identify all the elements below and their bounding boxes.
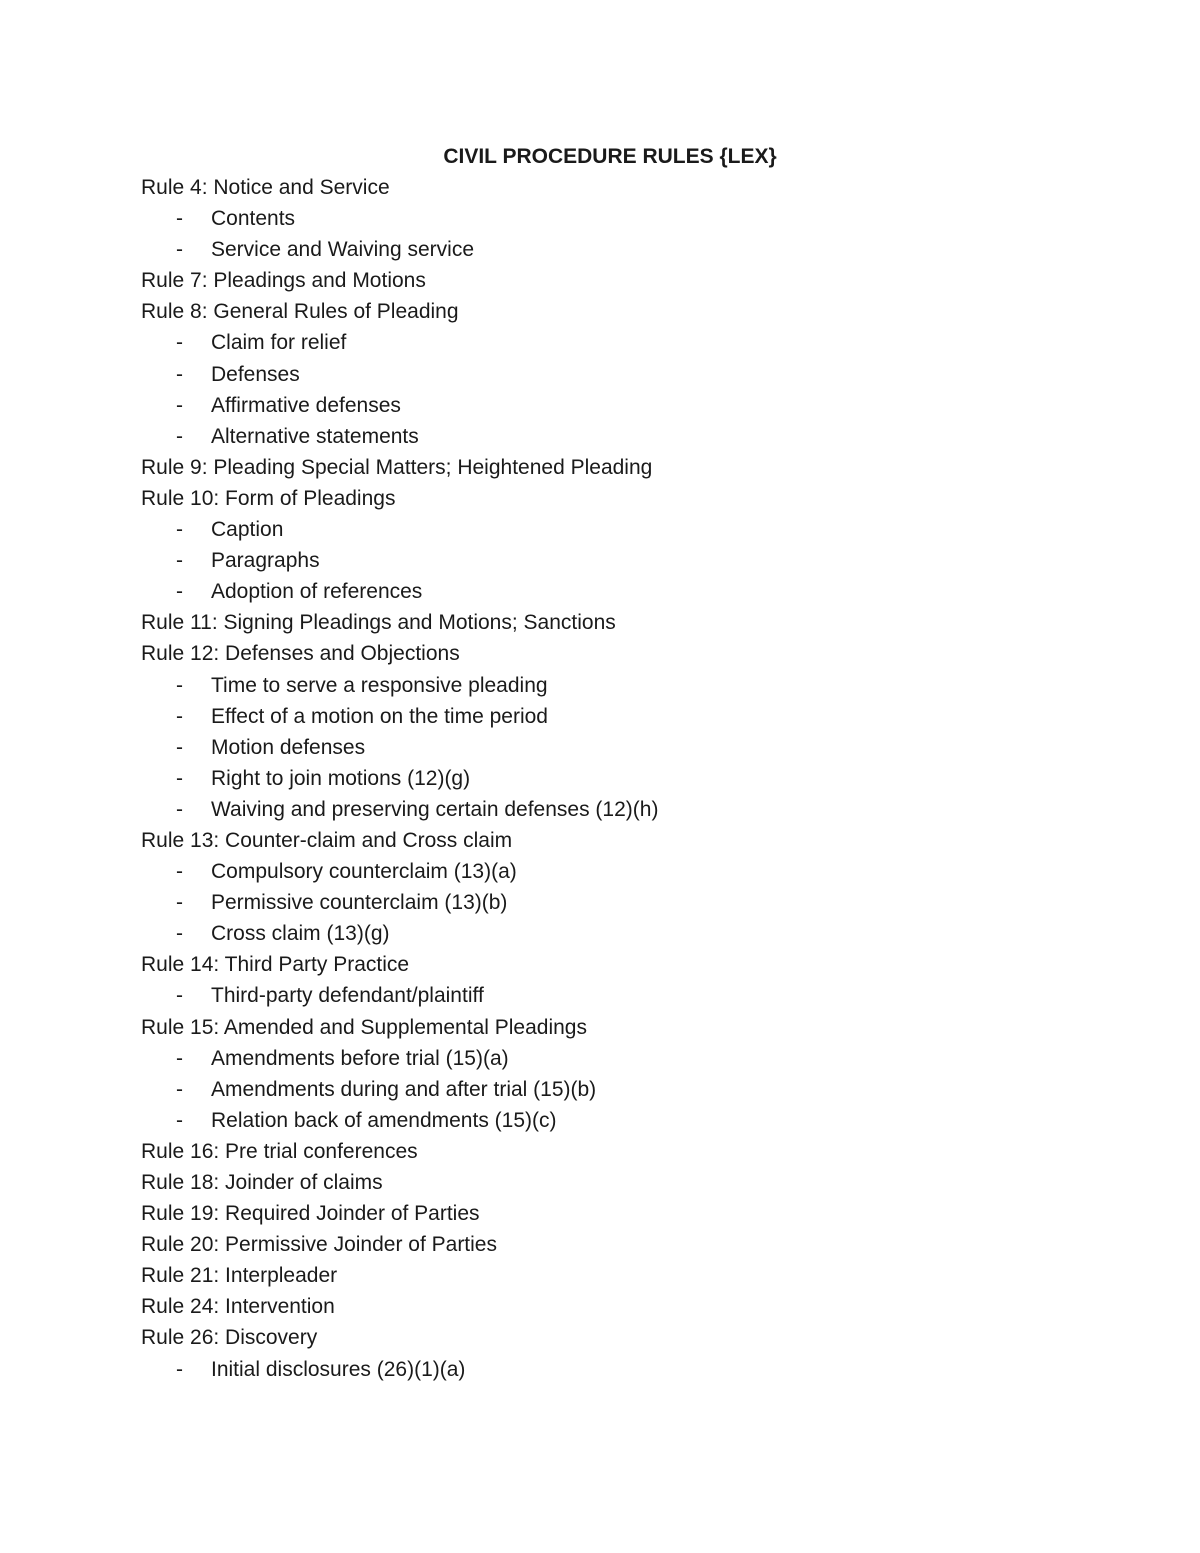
rule-subitem xyxy=(141,421,1141,452)
rule-heading: Rule 16: Pre trial conferences xyxy=(141,1139,418,1163)
rule-subitem xyxy=(141,1043,1141,1074)
dash-bullet-icon: - xyxy=(176,766,183,790)
rule-heading: Rule 15: Amended and Supplemental Pleadings xyxy=(141,1015,587,1039)
rule-subitem xyxy=(141,856,1141,887)
rule-heading: Rule 14: Third Party Practice xyxy=(141,953,410,977)
rule-heading: Rule 4: Notice and Service xyxy=(141,176,390,199)
rule-heading: Rule 9: Pleading Special Matters; Heightened Pleading xyxy=(141,455,653,479)
rule-subitem xyxy=(141,545,1141,576)
rule-heading: Rule 21: Interpleader xyxy=(141,1264,338,1288)
rule-subitems xyxy=(141,670,1141,825)
rule-heading: Rule 18: Joinder of claims xyxy=(141,1171,383,1194)
rule-subitem-text: Contents xyxy=(211,207,296,231)
dash-bullet-icon: - xyxy=(176,1046,183,1070)
rule-subitems xyxy=(141,203,1141,265)
rule-subitem xyxy=(141,1074,1141,1105)
rule-entry xyxy=(141,1012,1141,1136)
dash-bullet-icon: - xyxy=(176,580,183,604)
dash-bullet-icon: - xyxy=(176,331,183,355)
rule-subitem-text: Service and Waiving service xyxy=(211,238,474,262)
rule-subitem xyxy=(141,763,1141,794)
dash-bullet-icon: - xyxy=(176,207,183,231)
dash-bullet-icon: - xyxy=(176,1077,183,1101)
rule-subitem xyxy=(141,390,1141,421)
document-title: CIVIL PROCEDURE RULES {LEX} xyxy=(443,145,777,168)
rule-subitem-text: Adoption of references xyxy=(211,580,423,604)
rule-entry xyxy=(141,1167,1141,1198)
rule-subitems xyxy=(141,514,1141,607)
rule-entry xyxy=(141,1229,1141,1260)
dash-bullet-icon: - xyxy=(176,393,183,417)
rule-subitem xyxy=(141,980,1141,1011)
rule-subitem xyxy=(141,701,1141,732)
dash-bullet-icon: - xyxy=(176,984,183,1008)
rule-subitem-text: Motion defenses xyxy=(211,735,366,759)
rule-entry xyxy=(141,607,1141,638)
dash-bullet-icon: - xyxy=(176,797,183,821)
dash-bullet-icon: - xyxy=(176,424,183,448)
rule-subitem-text: Amendments during and after trial (15)(b) xyxy=(211,1077,597,1101)
dash-bullet-icon: - xyxy=(176,518,183,542)
dash-bullet-icon: - xyxy=(176,362,183,386)
rule-entry xyxy=(141,452,1141,483)
rule-subitem xyxy=(141,1105,1141,1136)
rule-subitem-text: Effect of a motion on the time period xyxy=(211,704,548,728)
rule-subitem-text: Initial disclosures (26)(1)(a) xyxy=(211,1357,466,1381)
rule-subitem xyxy=(141,514,1141,545)
rules-outline xyxy=(141,172,1141,1385)
rule-heading: Rule 13: Counter-claim and Cross claim xyxy=(141,828,513,852)
rule-heading: Rule 11: Signing Pleadings and Motions; Sanctions xyxy=(141,611,616,635)
rule-subitem-text: Amendments before trial (15)(a) xyxy=(211,1046,509,1070)
rule-entry xyxy=(141,1260,1141,1291)
rule-heading: Rule 26: Discovery xyxy=(141,1326,318,1350)
rule-subitem xyxy=(141,732,1141,763)
rule-subitem xyxy=(141,918,1141,949)
rule-subitem xyxy=(141,576,1141,607)
rule-entry xyxy=(141,265,1141,296)
dash-bullet-icon: - xyxy=(176,922,183,946)
rule-subitem-text: Third-party defendant/plaintiff xyxy=(211,984,484,1008)
rule-heading: Rule 7: Pleadings and Motions xyxy=(141,269,426,293)
rule-entry xyxy=(141,172,1141,265)
rule-entry xyxy=(141,949,1141,1011)
rule-subitems xyxy=(141,1043,1141,1136)
dash-bullet-icon: - xyxy=(176,673,183,697)
dash-bullet-icon: - xyxy=(176,860,183,884)
rule-subitem-text: Right to join motions (12)(g) xyxy=(211,766,471,790)
rule-subitem xyxy=(141,203,1141,234)
rule-entry xyxy=(141,296,1141,451)
rule-subitem xyxy=(141,359,1141,390)
rule-subitem xyxy=(141,327,1141,358)
rule-subitems xyxy=(141,327,1141,451)
rule-heading: Rule 24: Intervention xyxy=(141,1295,335,1319)
rule-subitem xyxy=(141,794,1141,825)
rule-subitem-text: Compulsory counterclaim (13)(a) xyxy=(211,860,517,884)
rule-heading: Rule 8: General Rules of Pleading xyxy=(141,300,459,324)
dash-bullet-icon: - xyxy=(176,1357,183,1381)
rule-subitem-text: Permissive counterclaim (13)(b) xyxy=(211,891,508,915)
rule-subitem-text: Waiving and preserving certain defenses (12)(h) xyxy=(211,797,659,821)
rule-subitem-text: Paragraphs xyxy=(211,549,320,573)
rule-subitem-text: Alternative statements xyxy=(211,424,419,448)
rule-subitem-text: Time to serve a responsive pleading xyxy=(211,673,548,697)
rule-subitem-text: Caption xyxy=(211,518,284,542)
rule-subitems xyxy=(141,856,1141,949)
dash-bullet-icon: - xyxy=(176,704,183,728)
rule-entry xyxy=(141,825,1141,949)
dash-bullet-icon: - xyxy=(176,735,183,759)
rule-subitem-text: Relation back of amendments (15)(c) xyxy=(211,1108,557,1132)
rule-subitem-text: Claim for relief xyxy=(211,331,347,355)
rule-entry xyxy=(141,1291,1141,1322)
rule-subitem-text: Affirmative defenses xyxy=(211,393,401,417)
dash-bullet-icon: - xyxy=(176,549,183,573)
rule-entry xyxy=(141,1198,1141,1229)
rule-entry xyxy=(141,638,1141,825)
rule-entry xyxy=(141,1322,1141,1384)
rule-heading: Rule 10: Form of Pleadings xyxy=(141,486,396,510)
rule-entry xyxy=(141,483,1141,607)
rule-subitems xyxy=(141,1354,1141,1385)
rule-subitem-text: Defenses xyxy=(211,362,300,386)
rule-subitems xyxy=(141,980,1141,1011)
rule-heading: Rule 20: Permissive Joinder of Parties xyxy=(141,1233,497,1257)
dash-bullet-icon: - xyxy=(176,1108,183,1132)
rule-heading: Rule 12: Defenses and Objections xyxy=(141,642,460,666)
rule-subitem xyxy=(141,887,1141,918)
dash-bullet-icon: - xyxy=(176,238,183,262)
rule-subitem xyxy=(141,234,1141,265)
rule-entry xyxy=(141,1136,1141,1167)
dash-bullet-icon: - xyxy=(176,891,183,915)
rule-heading: Rule 19: Required Joinder of Parties xyxy=(141,1202,480,1226)
rule-subitem xyxy=(141,670,1141,701)
rule-subitem-text: Cross claim (13)(g) xyxy=(211,922,390,946)
rule-subitem xyxy=(141,1354,1141,1385)
